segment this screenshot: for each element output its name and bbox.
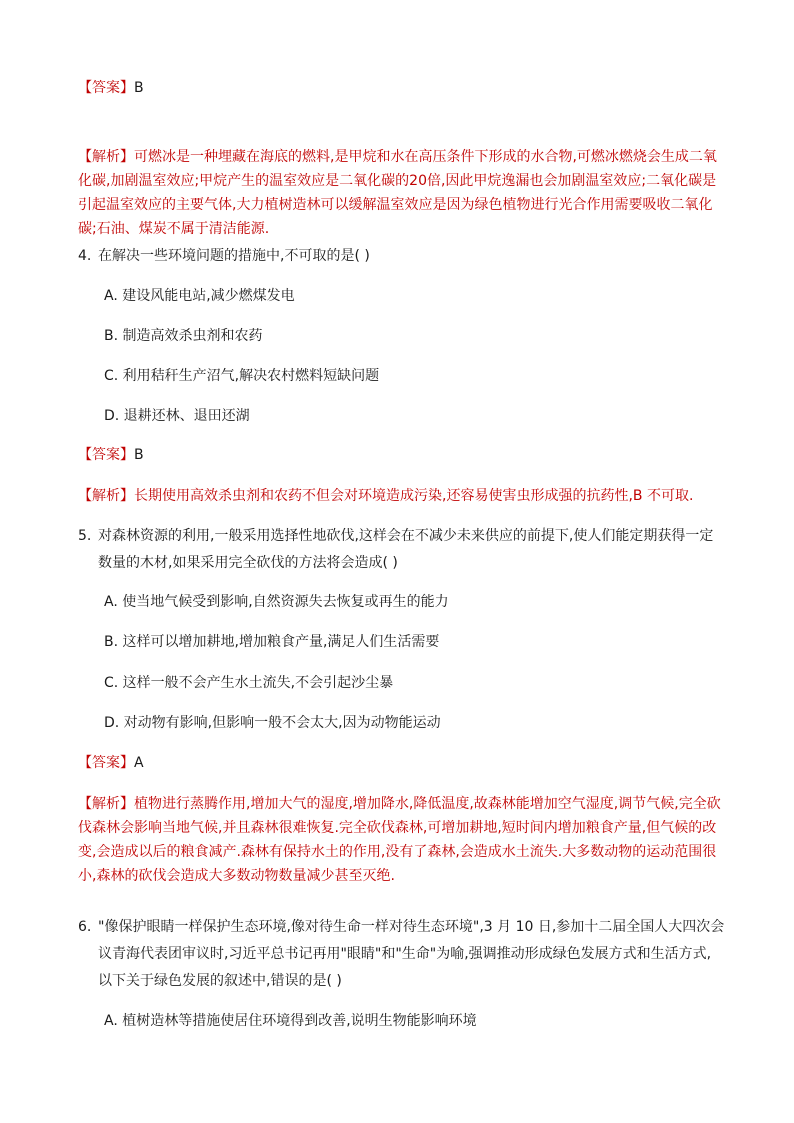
option-c: C. 这样一般不会产生水土流失,不会引起沙尘暴 [104, 675, 394, 691]
answer-value: B [134, 447, 144, 463]
question-text: 对森林资源的利用,一般采用选择性地砍伐,这样会在不减少未来供应的前提下,使人们能定期获得一定 [98, 528, 714, 544]
analysis-text: 化碳,加剧温室效应;甲烷产生的温室效应是二氧化碳的20倍,因此甲烷逸漏也会加剧温室效应;二氧化碳是 [78, 173, 717, 189]
option-a: A. 植树造林等措施使居住环境得到改善,说明生物能影响环境 [104, 1013, 477, 1029]
analysis-line [78, 486, 693, 506]
analysis-text: 可燃冰是一种埋藏在海底的燃料,是甲烷和水在高压条件下形成的水合物,可燃冰燃烧会生成二氧 [134, 149, 717, 165]
analysis-text: 伐森林会影响当地气候,并且森林很难恢复.完全砍伐森林,可增加耕地,短时间内增加粮食产量,但气候的改 [78, 820, 717, 836]
option-a: A. 使当地气候受到影响,自然资源失去恢复或再生的能力 [104, 594, 449, 610]
option-d: D. 退耕还林、退田还湖 [104, 408, 250, 424]
question-number: 5. [78, 528, 92, 544]
option-c: C. 利用秸秆生产沼气,解决农村燃料短缺问题 [104, 368, 380, 384]
analysis-text: 引起温室效应的主要气体,大力植树造林可以缓解温室效应是因为绿色植物进行光合作用需要吸收二氧化 [78, 197, 713, 213]
option-b: B. 这样可以增加耕地,增加粮食产量,满足人们生活需要 [104, 634, 440, 650]
question-text: "像保护眼睛一样保护生态环境,像对待生命一样对待生态环境",3 月 10 日,参加十二届全国人大四次会 [98, 919, 725, 935]
analysis-line [78, 794, 721, 814]
question-number: 4. [78, 248, 92, 264]
option-d: D. 对动物有影响,但影响一般不会太大,因为动物能运动 [104, 715, 441, 731]
analysis-text: 长期使用高效杀虫剂和农药不但会对环境造成污染,还容易使害虫形成强的抗药性,B 不可取. [134, 488, 694, 504]
analysis-text: 变,会造成以后的粮食减产.森林有保持水土的作用,没有了森林,会造成水土流失.大多数动物的运动范围很 [78, 844, 717, 860]
question-number: 6. [78, 919, 92, 935]
analysis-line [78, 147, 717, 167]
analysis-text: 碳;石油、煤炭不属于清洁能源. [78, 221, 270, 237]
answer-label: 【答案】 [78, 447, 134, 463]
answer-line [78, 753, 144, 773]
answer-line [78, 78, 144, 98]
answer-value: A [134, 755, 144, 771]
analysis-label: 【解析】 [78, 488, 134, 504]
answer-value: B [134, 80, 144, 96]
analysis-text: 植物进行蒸腾作用,增加大气的湿度,增加降水,降低温度,故森林能增加空气湿度,调节气候,完全砍 [134, 796, 721, 812]
question-text: 数量的木材,如果采用完全砍伐的方法将会造成( ) [98, 555, 398, 571]
question-text: 以下关于绿色发展的叙述中,错误的是( ) [98, 973, 342, 989]
answer-label: 【答案】 [78, 80, 134, 96]
answer-line [78, 445, 144, 465]
question-text: 在解决一些环境问题的措施中,不可取的是( ) [98, 248, 370, 264]
analysis-label: 【解析】 [78, 149, 134, 165]
answer-label: 【答案】 [78, 755, 134, 771]
analysis-text: 小,森林的砍伐会造成大多数动物数量减少甚至灭绝. [78, 868, 395, 884]
option-a: A. 建设风能电站,减少燃煤发电 [104, 288, 295, 304]
question-text: 议青海代表团审议时,习近平总书记再用"眼睛"和"生命"为喻,强调推动形成绿色发展方式和生活方式, [98, 946, 712, 962]
analysis-label: 【解析】 [78, 796, 134, 812]
option-b: B. 制造高效杀虫剂和农药 [104, 328, 263, 344]
